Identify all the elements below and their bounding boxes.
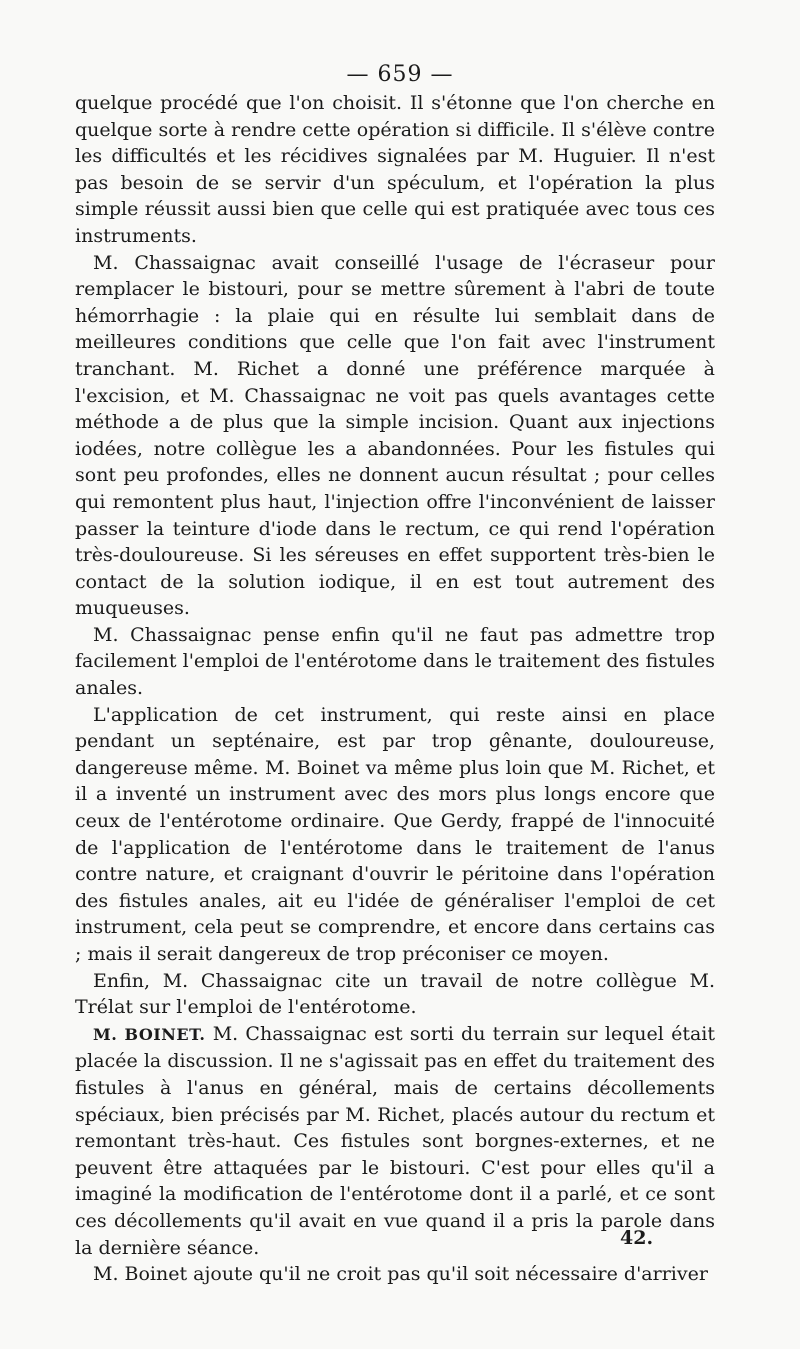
paragraph-3: M. Chassaignac pense enfin qu'il ne faut pas admettre trop facilement l'emploi de l'entérotome dans le traitement des fistules anales. xyxy=(75,623,715,700)
signature-mark: 42. xyxy=(620,1227,654,1249)
paragraph-2: M. Chassaignac avait conseillé l'usage de l'écraseur pour remplacer le bistouri, pour se mettre sûrement à l'abri de toute hémorrhagie : la plaie qui en résulte lui semblait dans de meilleures conditions que celle que l'on fait avec l'instrument tranchant. M. Richet a donné une préférence marquée à l'excision, et M. Chassaignac ne voit pas quels avantages cette méthode a de plus que la simple incision. Quant aux injections iodées, notre collègue les a abandonnées. Pour les fistules qui sont peu profondes, elles ne donnent aucun résultat ; pour celles qui remontent plus haut, l'injection offre l'inconvénient de laisser passer la teinture d'iode dans le rectum, ce qui rend l'opération très-douloureuse. Si les séreuses en effet supportent très-bien le contact de la solution iodique, il en est tout autrement des muqueuses. xyxy=(75,251,715,620)
paragraph-1: quelque procédé que l'on choisit. Il s'étonne que l'on cherche en quelque sorte à rendre cette opération si difficile. Il s'élève contre les difficultés et les récidives signalées par M. Huguier. Il n'est pas besoin de se servir d'un spéculum, et l'opération la plus simple réussit aussi bien que celle qui est pratiquée avec tous ces instruments. xyxy=(75,92,715,247)
paragraph-5: Enfin, M. Chassaignac cite un travail de notre collègue M. Trélat sur l'emploi de l'entérotome. xyxy=(75,969,715,1019)
page-number: — 659 — xyxy=(346,62,454,87)
paragraph-4: L'application de cet instrument, qui reste ainsi en place pendant un septénaire, est par trop gênante, douloureuse, dangereuse même. M. Boinet va même plus loin que M. Richet, et il a inventé un instrument avec des mors plus longs encore que ceux de l'entérotome ordinaire. Que Gerdy, frappé de l'innocuité de l'application de l'entérotome dans le traitement de l'anus contre nature, et craignant d'ouvrir le péritoine dans l'opération des fistules anales, ait eu l'idée de généraliser l'emploi de cet instrument, cela peut se comprendre, et encore dans certains cas ; mais il serait dangereux de trop préconiser ce moyen. xyxy=(75,703,715,965)
body-text xyxy=(75,90,715,1288)
paragraph-6: M. BOINET. M. Chassaignac est sorti du terrain sur lequel était placée la discussion. Il ne s'agissait pas en effet du traitement des fistules à l'anus en général, mais de certains décollements spéciaux, bien précisés par M. Richet, placés autour du rectum et remontant très-haut. Ces fistules sont borgnes-externes, et ne peuvent être attaquées par le bistouri. C'est pour elles qu'il a imaginé la modification de l'entérotome dont il a parlé, et ce sont ces décollements qu'il avait en vue quand il a pris la parole dans la dernière séance. xyxy=(75,1022,715,1259)
speaker-label: M. BOINET. xyxy=(93,1024,206,1044)
paragraph-7: M. Boinet ajoute qu'il ne croit pas qu'il soit nécessaire d'arriver xyxy=(93,1263,708,1286)
